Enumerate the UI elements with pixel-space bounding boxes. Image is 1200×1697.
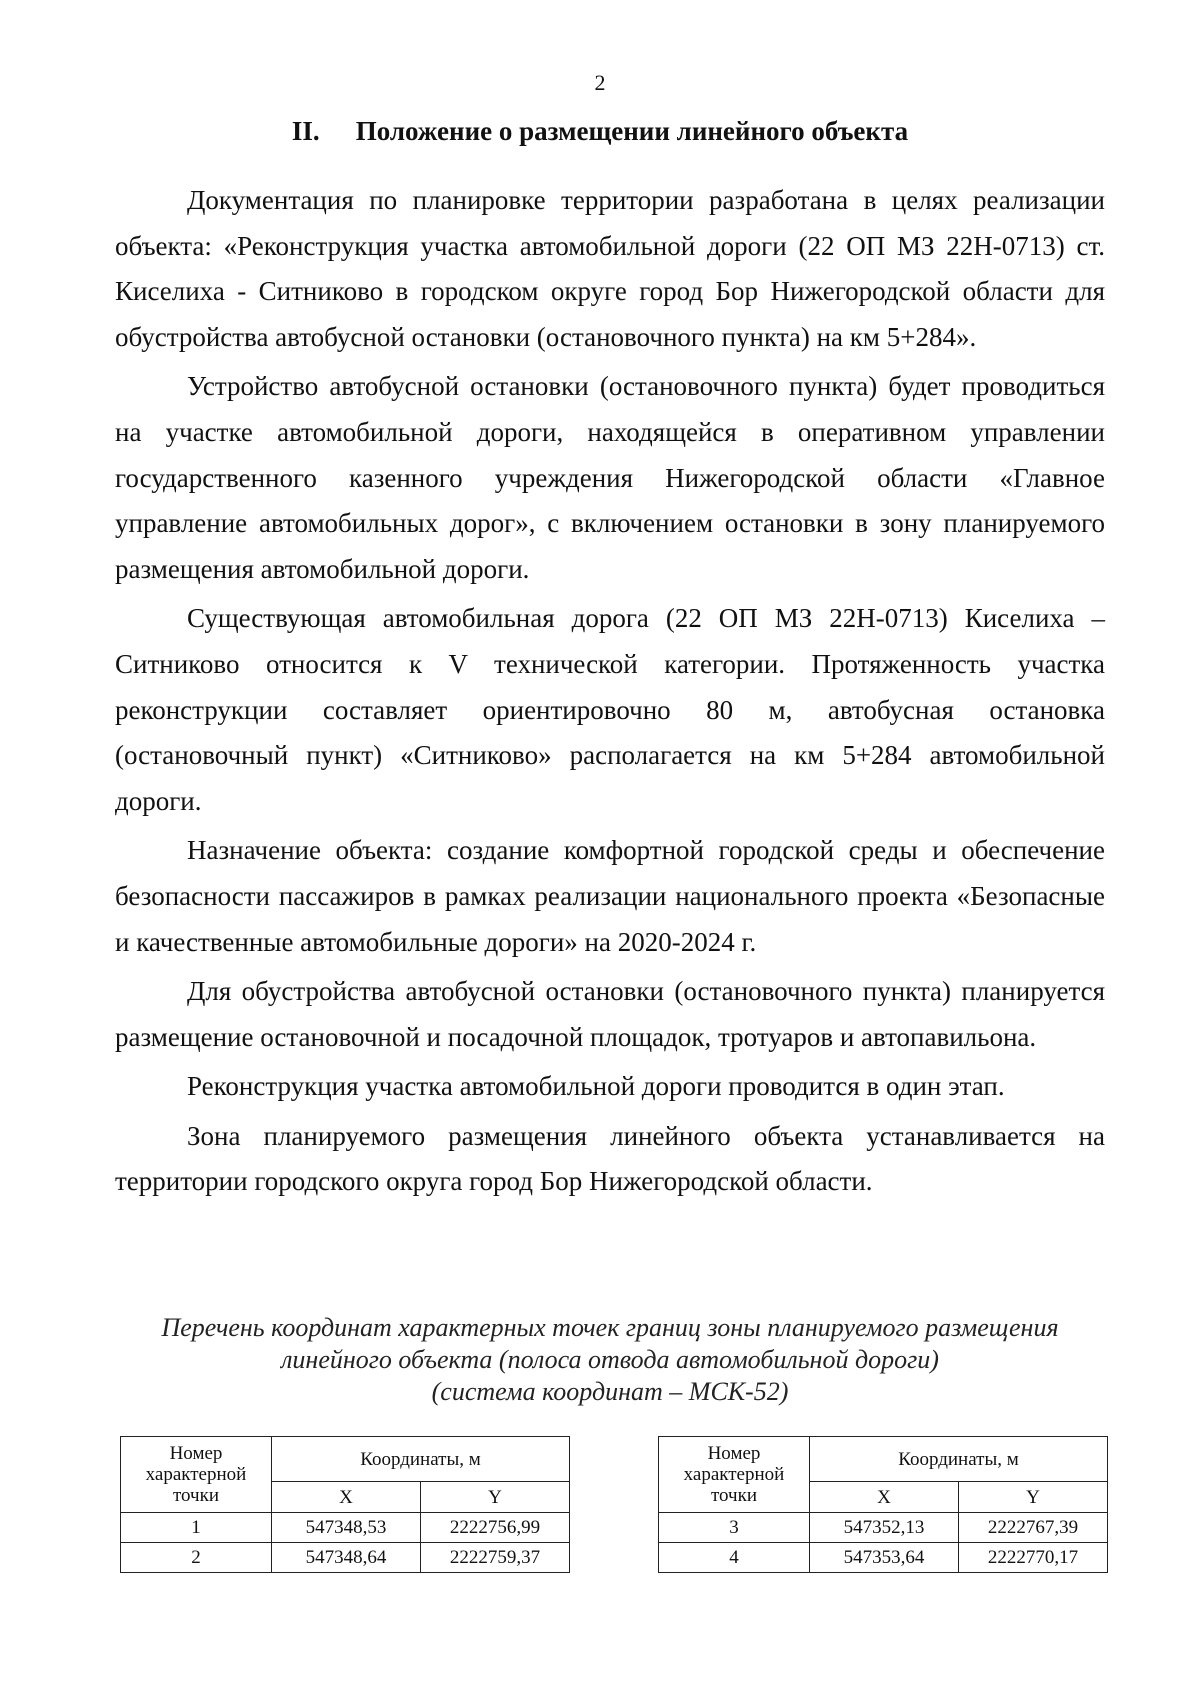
body-text: [115, 178, 1105, 1209]
paragraph: Реконструкция участка автомобильной дороги проводится в один этап.: [187, 1071, 1005, 1102]
table-row: [121, 1543, 570, 1573]
cell-point: 3: [659, 1513, 810, 1543]
paragraph: Назначение объекта: создание комфортной городской среды и обеспечение безопасности пассажиров в рамках реализации национального проекта «Безопасные и качественные автомобильные дороги» на 2020-2024 г.: [115, 835, 1105, 957]
cell-x: 547353,64: [810, 1543, 959, 1573]
section-heading: [0, 116, 1200, 147]
header-y: Y: [959, 1482, 1108, 1513]
cell-x: 547348,53: [272, 1513, 421, 1543]
section-number: II.: [291, 116, 320, 146]
cell-y: 2222770,17: [959, 1543, 1108, 1573]
header-point-number: Номер характерной точки: [659, 1437, 810, 1513]
paragraph: Зона планируемого размещения линейного объекта устанавливается на территории городского округа город Бор Нижегородской области.: [115, 1120, 1105, 1197]
header-coordinates: Координаты, м: [810, 1437, 1108, 1482]
coordinates-table-right: [658, 1436, 1108, 1573]
header-x: X: [810, 1482, 959, 1513]
header-x: X: [272, 1482, 421, 1513]
cell-point: 1: [121, 1513, 272, 1543]
header-point-number: Номер характерной точки: [121, 1437, 272, 1513]
cell-y: 2222767,39: [959, 1513, 1108, 1543]
cell-x: 547352,13: [810, 1513, 959, 1543]
caption-line: Перечень координат характерных точек границ зоны планируемого размещения: [161, 1313, 1059, 1342]
header-y: Y: [421, 1482, 570, 1513]
caption-line: линейного объекта (полоса отвода автомобильной дороги): [281, 1345, 939, 1374]
page-number: 2: [594, 70, 606, 95]
paragraph: Устройство автобусной остановки (остановочного пункта) будет проводиться на участке автомобильной дороги, находящейся в оперативном управлении государственного казенного учреждения Нижегородской области «Главное управление автомобильных дорог», с включением остановки в зону планируемого размещения автомобильной дороги.: [115, 371, 1105, 584]
paragraph: Для обустройства автобусной остановки (остановочного пункта) планируется размещение остановочной и посадочной площадок, тротуаров и автопавильона.: [115, 976, 1105, 1052]
cell-point: 4: [659, 1543, 810, 1573]
caption-line: (система координат – МСК-52): [431, 1377, 789, 1406]
cell-point: 2: [121, 1543, 272, 1573]
table-row: [121, 1513, 570, 1543]
section-title: Положение о размещении линейного объекта: [355, 116, 909, 146]
table-caption: [115, 1312, 1105, 1408]
paragraph: Документация по планировке территории разработана в целях реализации объекта: «Реконструкция участка автомобильной дороги (22 ОП МЗ 22Н-0713) ст. Киселиха - Ситниково в городском округе город Бор Нижегородской области для обустройства автобусной остановки (остановочного пункта) на км 5+284».: [115, 185, 1105, 352]
cell-x: 547348,64: [272, 1543, 421, 1573]
table-row: [659, 1513, 1108, 1543]
table-row: [659, 1543, 1108, 1573]
header-coordinates: Координаты, м: [272, 1437, 570, 1482]
paragraph: Существующая автомобильная дорога (22 ОП МЗ 22Н-0713) Киселиха – Ситниково относится к V технической категории. Протяженность участка реконструкции составляет ориентировочно 80 м, автобусная остановка (остановочный пункт) «Ситниково» располагается на км 5+284 автомобильной дороги.: [115, 603, 1105, 816]
cell-y: 2222759,37: [421, 1543, 570, 1573]
coordinates-table-left: [120, 1436, 570, 1573]
cell-y: 2222756,99: [421, 1513, 570, 1543]
